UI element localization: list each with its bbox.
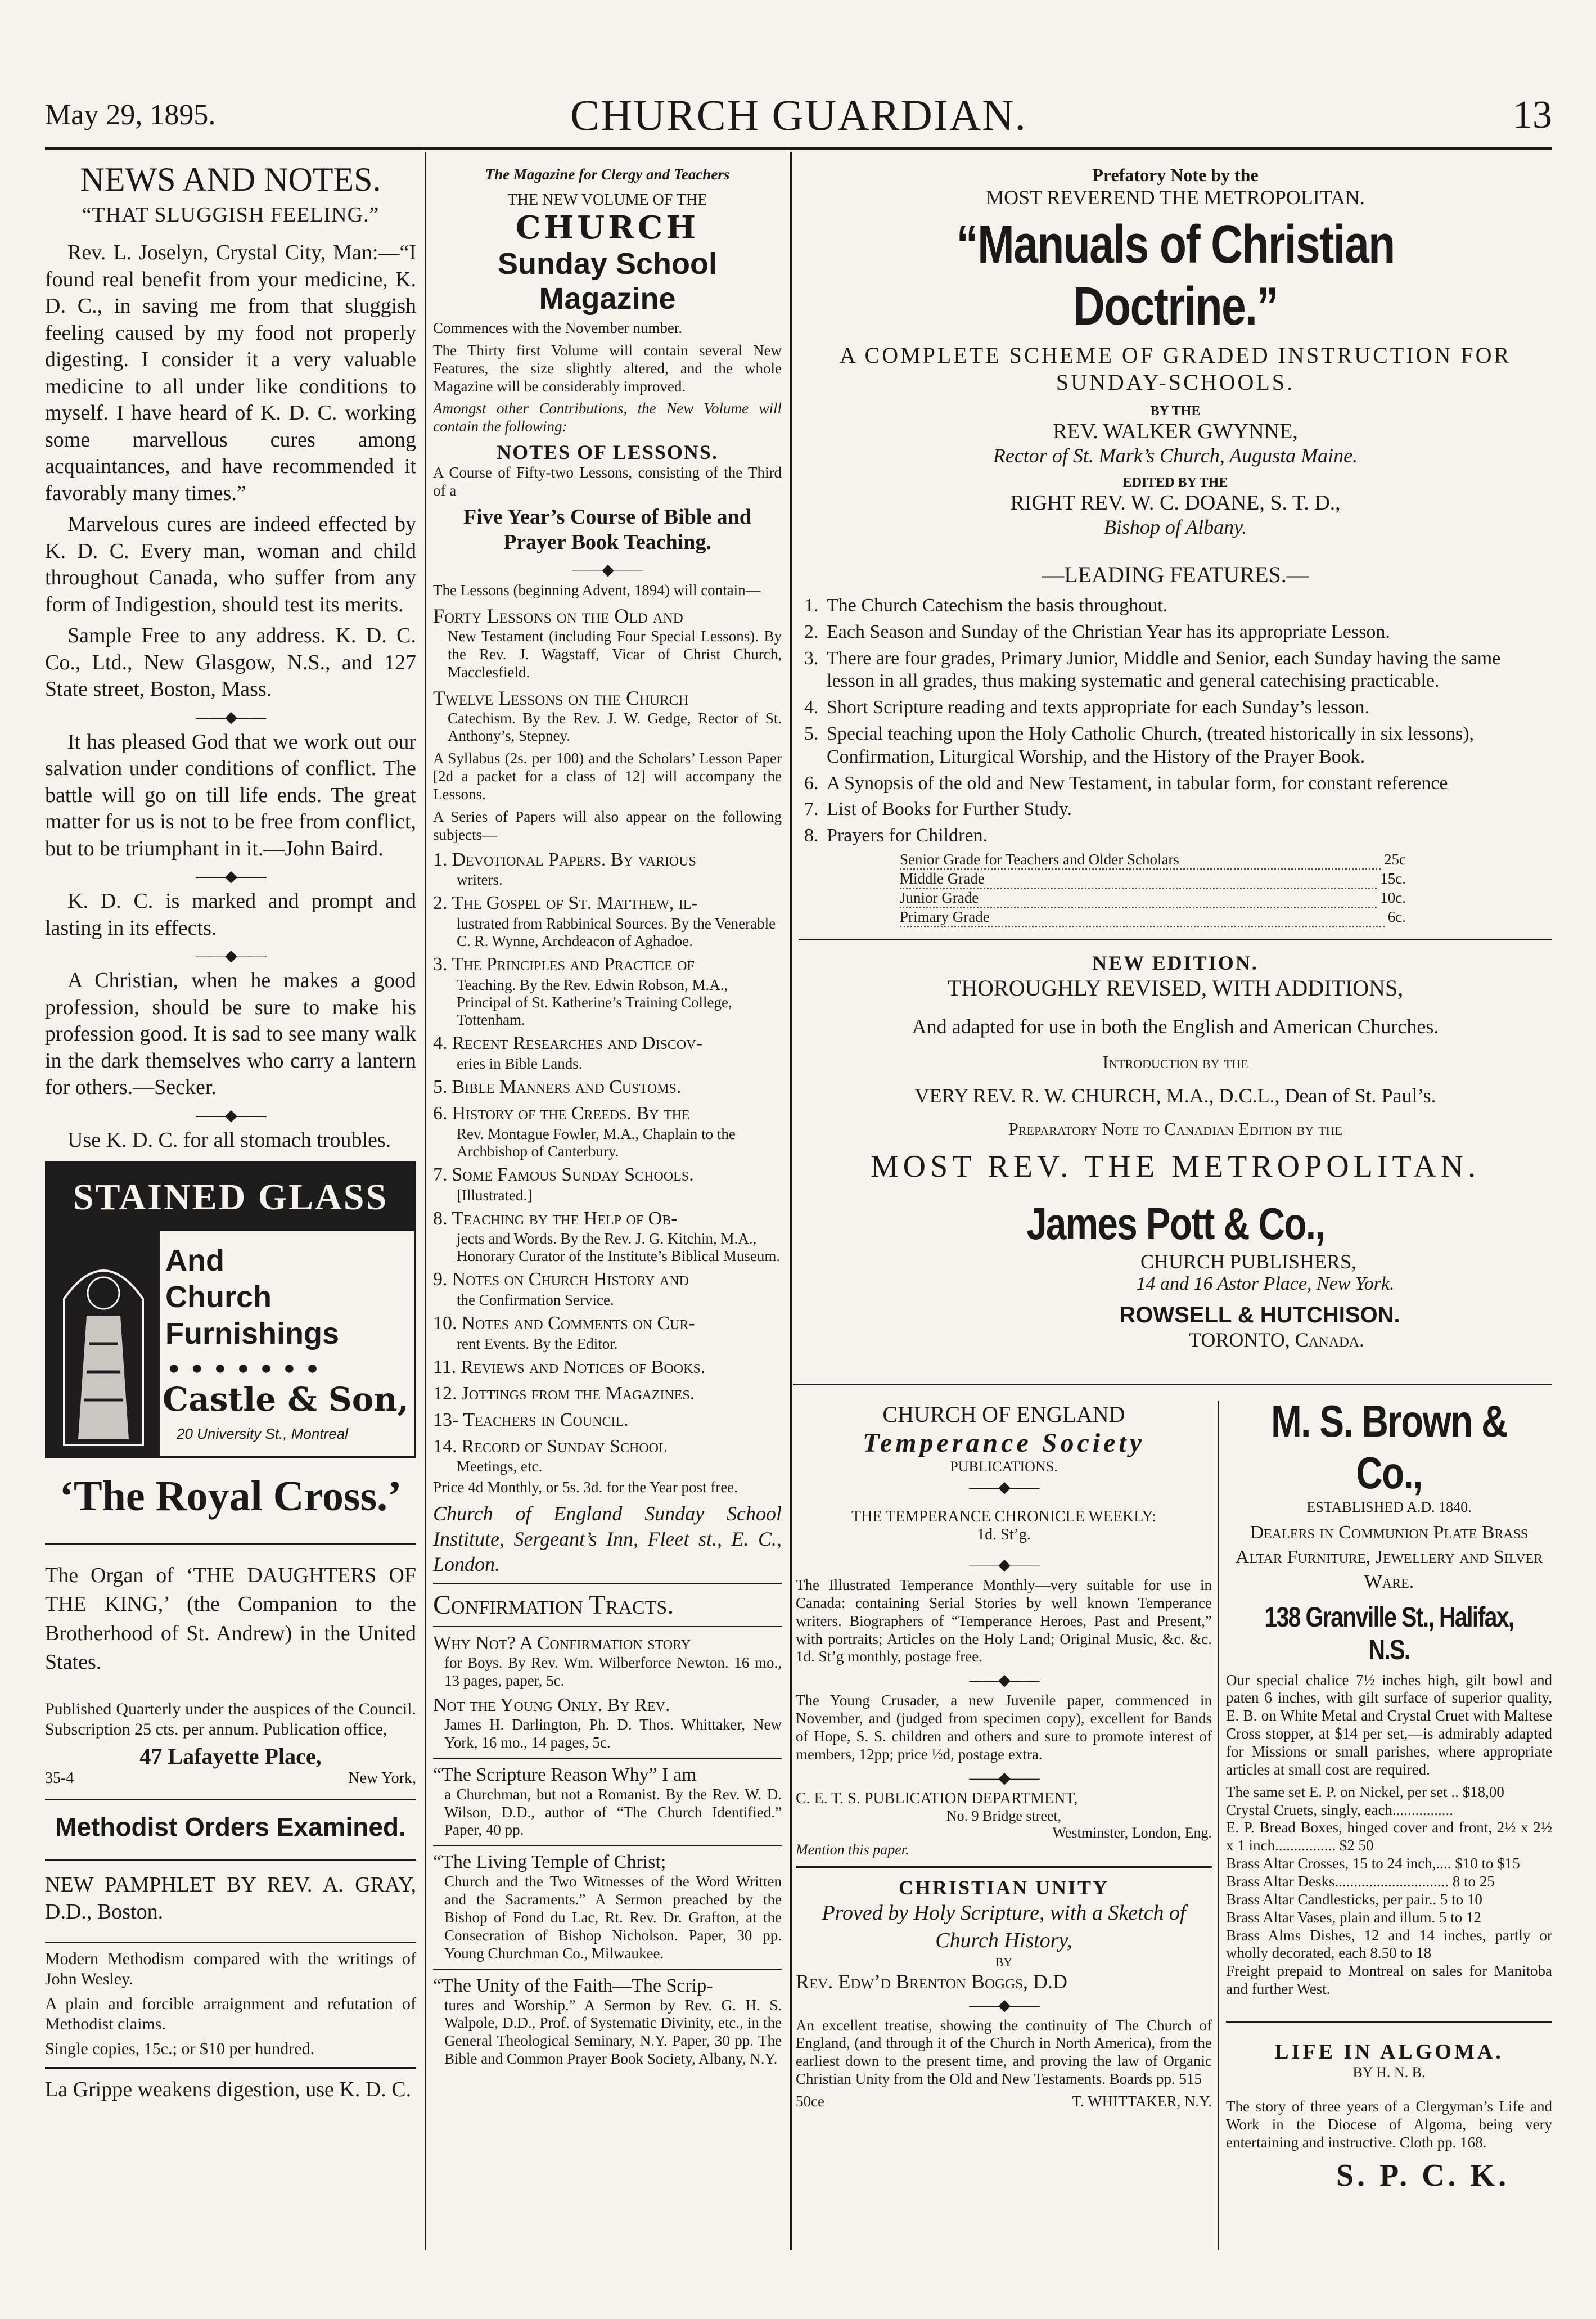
article-paragraph: A Christian, when he makes a good profession, should be sure to make his profession good. It is sad to see many walk in the dark themselves who carry a lantern for others.—Secker. [45, 969, 416, 1099]
series-item [433, 892, 782, 950]
column-ms-brown [1226, 1392, 1552, 2247]
series-item-title: Recent Researches and Discov- [452, 1033, 702, 1054]
royal-cross-title: ‘The Royal Cross.’ [59, 1473, 402, 1520]
column-divider [425, 152, 426, 2250]
series-item-detail: rent Events. By the Editor. [457, 1335, 618, 1353]
feature-item [804, 696, 1547, 719]
feature-text: List of Books for Further Study. [827, 799, 1072, 820]
royal-cross-text: The Organ of ‘THE DAUGHTERS OF THE KING,’ (the Companion to the Brotherhood of St. Andrew) in the United States. [45, 1564, 416, 1674]
divider [1226, 2021, 1552, 2023]
publisher-line: Church of England Sunday School Institute, Sergeant’s Inn, Fleet st., E. C., London. [433, 1502, 782, 1576]
feature-number: 5. [804, 723, 819, 744]
manuals-advertisement [799, 155, 1552, 1381]
series-item-number: 1. [433, 849, 448, 870]
series-item-number: 13- [433, 1409, 459, 1430]
ad-castle-son: Castle & Son, [163, 1380, 409, 1419]
section-title: NEWS AND NOTES. [80, 161, 381, 198]
article-paragraph: K. D. C. is marked and prompt and lasting in its effects. [45, 889, 416, 940]
lesson-title: Twelve Lessons on the Church [433, 686, 689, 709]
ornament-divider: ——◆—— [196, 868, 265, 885]
monthly-description: The Illustrated Temperance Monthly—very suitable for use in Canada: containing Serial Stories by well known Temperance writers. Biographers of “Temperance Heroes, Past and Present,” with portraits; Articles on the Holy Land; Original Music, &c. &c. 1d. St’g monthly, postage free. [796, 1577, 1212, 1665]
feature-number: 1. [804, 595, 819, 616]
ad-furnishings: Furnishings [165, 1316, 339, 1350]
pamphlet-heading: NEW PAMPHLET BY REV. A. GRAY, D.D., Boston. [45, 1873, 416, 1924]
magazine-text: A Syllabus (2s. per 100) and the Scholars’ Lesson Paper [2d a packet for a class of 12] will accompany the Lessons. [433, 750, 782, 803]
divider [433, 1583, 782, 1584]
divider [45, 1942, 416, 1943]
leading-features-title: —LEADING FEATURES.— [1042, 562, 1309, 587]
magazine-title: Sunday School Magazine [497, 247, 718, 316]
ad-and: And [165, 1244, 224, 1277]
grade-price: 6c. [1387, 908, 1406, 926]
series-item-detail: [Illustrated.] [457, 1186, 533, 1204]
series-item-detail: Rev. Montague Fowler, M.A., Chaplain to the Archbishop of Canterbury. [457, 1125, 736, 1160]
magazine-text: Amongst other Contributions, the New Volume will contain the following: [433, 400, 782, 435]
ornament-divider: ——◆—— [572, 561, 642, 579]
series-item [433, 1435, 782, 1476]
feature-item [804, 723, 1547, 769]
royal-cross-address: 47 Lafayette Place, [139, 1744, 322, 1769]
rowsell-hutchison: ROWSELL & HUTCHISON. [1119, 1303, 1400, 1328]
five-year-course: Five Year’s Course of Bible and Prayer Book Teaching. [463, 505, 751, 555]
chronicle-line: THE TEMPERANCE CHRONICLE WEEKLY: 1d. St’g. [851, 1508, 1156, 1543]
price-row [796, 2093, 1212, 2110]
edited-by: EDITED BY THE [1122, 475, 1228, 490]
price-line: Brass Altar Vases, plain and illum. 5 to 12 [1226, 1908, 1481, 1926]
royal-cross-city-row [45, 1769, 416, 1787]
freight-note: Freight prepaid to Montreal on sales for Manitoba and further West. [1226, 1962, 1552, 1998]
stained-glass-banner: STAINED GLASS [47, 1164, 414, 1231]
treatise-description: An excellent treatise, showing the continuity of The Church of England, (and through it of the Church in North America), from the earliest down to the present time, and proving the law of Organic Christian Unity from the Old and New Testaments. Boards pp. 515 [796, 2016, 1212, 2088]
price-line: Crystal Cruets, singly, each................ [1226, 1801, 1453, 1818]
grade-price-row [900, 870, 1406, 889]
ornament-divider: ——◆—— [196, 708, 265, 726]
series-item-title: Devotional Papers. By various [452, 849, 696, 870]
feature-number: 3. [804, 647, 819, 669]
prefatory-note: Prefatory Note by the [1092, 165, 1259, 185]
feature-number: 6. [804, 772, 819, 794]
series-list [433, 849, 782, 1476]
series-item-title: Teaching by the Help of Ob- [452, 1208, 678, 1229]
magazine-tagline: The Magazine for Clergy and Teachers [485, 166, 730, 183]
algoma-author: BY H. N. B. [1352, 2064, 1426, 2081]
series-item [433, 1076, 782, 1099]
ad-church: Church [165, 1280, 272, 1314]
series-item-number: 11. [433, 1357, 457, 1378]
magazine-text: The Lessons (beginning Advent, 1894) will contain— [433, 582, 761, 599]
most-reverend: MOST REVEREND THE METROPOLITAN. [986, 186, 1365, 209]
feature-text: There are four grades, Primary Junior, Middle and Senior, each Sunday having the same lesson in all grades, thus making systematic and general catechising practicable. [827, 647, 1501, 692]
lesson-body: Catechism. By the Rev. J. W. Gedge, Rector of St. Anthony’s, Stepney. [448, 709, 782, 745]
grade-name: Primary Grade [900, 908, 1385, 927]
series-item-detail: the Confirmation Service. [457, 1291, 614, 1309]
grade-name: Middle Grade [900, 870, 1377, 889]
feature-number: 7. [804, 799, 819, 820]
very-rev-line: VERY REV. R. W. CHURCH, M.A., D.C.L., Dean of St. Paul’s. [914, 1084, 1436, 1107]
divider [799, 939, 1552, 940]
ornament-divider: ——◆—— [969, 1672, 1039, 1690]
stained-glass-ad [45, 1161, 416, 1458]
divider [45, 1543, 416, 1545]
church-publishers: CHURCH PUBLISHERS, [1140, 1250, 1357, 1273]
series-item-title: Jottings from the Magazines. [461, 1383, 695, 1404]
cets-dept: C. E. T. S. PUBLICATION DEPARTMENT, [796, 1789, 1078, 1807]
feature-text: Each Season and Sunday of the Christian Year has its appropriate Lesson. [827, 621, 1390, 642]
chalice-description: Our special chalice 7½ inches high, gilt bowl and paten 6 inches, with gilt surface of superior quality, E. B. on White Metal and Crystal Cruet with Maltese Cross stopper, at $14 per set,—is admirably adapted for Missions or small parishes, where appropriate articles at small cost are required. [1226, 1671, 1552, 1778]
series-item [433, 1409, 782, 1432]
ad-dots: ● ● ● ● ● ● ● [168, 1358, 322, 1379]
feature-item [804, 798, 1547, 821]
city: New York, [348, 1769, 416, 1787]
introduction-by: Introduction by the [1102, 1052, 1248, 1073]
price-line: Brass Alms Dishes, 12 and 14 inches, partly or wholly decorated, each 8.50 to 18 [1226, 1926, 1552, 1962]
crusader-description: The Young Crusader, a new Juvenile paper, commenced in November, and (judged from specimen copy), excellent for Bands of Hope, S. S. children and others and sure to promote interest of members, 12pp; price ½d, postage extra. [796, 1692, 1212, 1763]
bridge-street: No. 9 Bridge street, [946, 1807, 1062, 1824]
feature-text: The Church Catechism the basis throughout. [827, 595, 1168, 616]
divider [45, 1859, 416, 1861]
ornament-divider: ——◆—— [969, 1769, 1039, 1787]
feature-item [804, 595, 1547, 618]
feature-item [804, 647, 1547, 694]
new-edition: NEW EDITION. [1092, 952, 1259, 975]
coe-heading: CHURCH OF ENGLAND [882, 1402, 1125, 1427]
tract-body: tures and Worship.” A Sermon by Rev. G. H. S. Walpole, D.D., Prof. of Systematic Divinity, etc., in the General Theological Seminary, N.Y. Paper, 30 pp. The Bible and Common Prayer Book Society, Albany, N.Y. [444, 1996, 782, 2068]
christian-unity-title: CHRISTIAN UNITY [898, 1876, 1110, 1899]
tract-title: “The Living Temple of Christ; [433, 1852, 666, 1873]
lesson-body: New Testament (including Four Special Lessons). By the Rev. J. Wagstaff, Vicar of Christ Church, Macclesfield. [448, 627, 782, 681]
column-news-and-notes [45, 155, 416, 2247]
divider [433, 1758, 782, 1759]
grade-price: 25c [1384, 850, 1406, 868]
series-item-detail: writers. [457, 871, 503, 889]
divider [796, 1866, 1212, 1868]
grade-name: Senior Grade for Teachers and Older Scholars [900, 851, 1381, 870]
grade-name: Junior Grade [900, 889, 1377, 908]
tract-body: James H. Darlington, Ph. D. Thos. Whittaker, New York, 16 mo., 14 pages, 5c. [444, 1715, 782, 1751]
series-item-detail: Teaching. By the Rev. Edwin Robson, M.A., Principal of St. Katherine’s Training College, Tottenham. [457, 976, 732, 1029]
series-item-number: 2. [433, 893, 448, 914]
by-the: BY THE [1150, 404, 1201, 418]
divider [433, 1969, 782, 1970]
brown-title: M. S. Brown & Co., [1271, 1396, 1507, 1498]
series-item-number: 4. [433, 1033, 448, 1054]
saint-figure-image [47, 1231, 160, 1456]
series-item-number: 3. [433, 954, 448, 975]
series-item-number: 8. [433, 1208, 448, 1229]
series-item-title: Record of Sunday School [461, 1435, 667, 1457]
methodist-text: A plain and forcible arraignment and refutation of Methodist claims. [45, 1994, 416, 2034]
divider [433, 1845, 782, 1846]
magazine-text: A Series of Papers will also appear on the following subjects— [433, 808, 782, 843]
magazine-text: A Course of Fifty-two Lessons, consisting of the Third of a [433, 464, 782, 499]
divider [433, 1626, 782, 1627]
boggs-author: Rev. Edw’d Brenton Boggs, D.D [796, 1970, 1068, 1993]
manuals-title: “Manuals of Christian Doctrine.” [956, 214, 1395, 336]
article-paragraph: It has pleased God that we work out our salvation under conditions of conflict. The battle will go on till life ends. The great matter for us is not to be free from conflict, but to be triumphant in it.—John Baird. [45, 730, 416, 861]
feature-number: 8. [804, 825, 819, 846]
price-line: Brass Altar Candlesticks, per pair.. 5 to 10 [1226, 1890, 1482, 1908]
ornament-divider: ——◆—— [196, 1106, 265, 1124]
series-item [433, 849, 782, 889]
divider [45, 1799, 416, 1800]
series-item-detail: lustrated from Rabbinical Sources. By the Venerable C. R. Wynne, Archdeacon of Aghadoe. [457, 915, 776, 950]
window-figure-icon [47, 1231, 160, 1453]
preparatory-note: Preparatory Note to Canadian Edition by the [1008, 1119, 1342, 1140]
ad-text [165, 1242, 339, 1352]
dealers-line: Dealers in Communion Plate Brass Altar Furniture, Jewellery and Silver Ware. [1235, 1522, 1543, 1593]
column-divider [790, 152, 792, 2250]
series-item [433, 1208, 782, 1266]
grade-price-row [900, 889, 1406, 908]
column-temperance-society [796, 1392, 1212, 2247]
grade-price-row [900, 908, 1406, 927]
feature-number: 2. [804, 621, 819, 642]
masthead: CHURCH GUARDIAN. [570, 91, 1027, 139]
price: 50ce [796, 2092, 824, 2110]
series-item-number: 7. [433, 1164, 448, 1185]
methodist-price: Single copies, 15c.; or $10 per hundred. [45, 2039, 315, 2059]
spck-logo: S. P. C. K. [1336, 2158, 1510, 2193]
author-name: REV. WALKER GWYNNE, [1053, 420, 1298, 443]
tract-title: Not the Young Only. By Rev. [433, 1694, 670, 1715]
magazine-text: The Thirty first Volume will contain several New Features, the size slightly altered, and the whole Magazine will be considerably improved. [433, 341, 782, 395]
article-paragraph: Sample Free to any address. K. D. C. Co., Ltd., New Glasgow, N.S., and 127 State street, Boston, Mass. [45, 624, 416, 701]
adapted-line: And adapted for use in both the English and American Churches. [912, 1015, 1439, 1038]
series-item [433, 1164, 782, 1204]
proved-line: Proved by Holy Scripture, with a Sketch of Church History, [822, 1901, 1186, 1953]
grade-price: 15c. [1380, 870, 1406, 888]
tract-body: a Churchman, but not a Romanist. By the Rev. W. D. Wilson, D.D., author of “The Church Identified.” Paper, 40 pp. [444, 1785, 782, 1839]
feature-number: 4. [804, 697, 819, 718]
tract-title: “The Unity of the Faith—The Scrip- [433, 1975, 713, 1996]
series-item-detail: Meetings, etc. [457, 1458, 543, 1475]
algoma-title: LIFE IN ALGOMA. [1274, 2040, 1504, 2064]
ad-code: 35-4 [45, 1769, 74, 1787]
royal-cross-pub: Published Quarterly under the auspices of the Council. Subscription 25 cts. per annum. Publication office, [45, 1700, 416, 1739]
publisher-address: 14 and 16 Astor Place, New York. [1136, 1273, 1395, 1295]
editor-name: RIGHT REV. W. C. DOANE, S. T. D., [1010, 491, 1341, 515]
price-line: The same set E. P. on Nickel, per set .. $18,00 [1226, 1783, 1504, 1800]
church-heading: CHURCH [515, 209, 700, 246]
feature-text: Prayers for Children. [827, 825, 988, 846]
grade-price-row [900, 851, 1406, 870]
article-paragraph: Marvelous cures are indeed effected by K. D. C. Every man, woman and child throughout Canada, who suffer from any form of Indigestion, should test its merits. [45, 512, 416, 616]
page-number: 13 [1513, 93, 1552, 137]
series-item [433, 1032, 782, 1073]
magazine-text: Commences with the November number. [433, 319, 683, 336]
editor-title: Bishop of Albany. [1103, 516, 1247, 538]
divider [45, 2067, 416, 2069]
series-item-number: 9. [433, 1269, 448, 1290]
header-rule [45, 147, 1552, 150]
by-label: BY [995, 1955, 1013, 1969]
series-item-title: The Principles and Practice of [452, 954, 695, 975]
methodist-title: Methodist Orders Examined. [55, 1812, 406, 1842]
series-item-number: 10. [433, 1313, 457, 1334]
issue-date: May 29, 1895. [45, 99, 216, 131]
feature-text: A Synopsis of the old and New Testament, in tabular form, for constant reference [827, 772, 1448, 794]
series-item-title: Bible Manners and Customs. [452, 1077, 682, 1098]
ornament-divider: ——◆—— [969, 1556, 1039, 1574]
algoma-description: The story of three years of a Clergyman’s Life and Work in the Diocese of Algoma, being very entertaining and instructive. Cloth pp. 168. [1226, 2098, 1552, 2151]
tract-body: for Boys. By Rev. Wm. Wilberforce Newton. 16 mo., 13 pages, paper, 5c. [444, 1654, 782, 1690]
series-item-number: 5. [433, 1077, 448, 1098]
series-item-title: Reviews and Notices of Books. [461, 1357, 706, 1378]
column-divider [1218, 1401, 1219, 2250]
new-volume: THE NEW VOLUME OF THE [507, 191, 707, 209]
notes-title: NOTES OF LESSONS. [497, 441, 718, 464]
feature-text: Short Scripture reading and texts appropriate for each Sunday’s lesson. [827, 697, 1369, 718]
author-title: Rector of St. Mark’s Church, Augusta Maine. [993, 444, 1358, 467]
lesson-title: Forty Lessons on the Old and [433, 604, 683, 627]
price-line: Brass Altar Crosses, 15 to 24 inch,.... $10 to $15 [1226, 1855, 1520, 1872]
series-item-number: 12. [433, 1383, 457, 1404]
grade-price-list [799, 851, 1406, 927]
complete-scheme: A COMPLETE SCHEME OF GRADED INSTRUCTION FOR SUNDAY-SCHOOLS. [839, 343, 1512, 395]
article-heading: “THAT SLUGGISH FEELING.” [82, 203, 380, 227]
feature-item [804, 621, 1547, 644]
methodist-text: Modern Methodism compared with the writings of John Wesley. [45, 1949, 416, 1989]
series-item [433, 1102, 782, 1160]
tract-body: Church and the Two Witnesses of the Word Written and the Sacraments.” A Sermon preached by the Bishop of Fond du Lac, Rt. Rev. Dr. Grafton, at the Consecration of Bishop Nicholson. Paper, 30 pp. Young Churchman Co., Milwaukee. [444, 1873, 782, 1962]
revised-line: THOROUGHLY REVISED, WITH ADDITIONS, [947, 975, 1404, 1001]
feature-text: Special teaching upon the Holy Catholic Church, (treated historically in six lessons), Confirmation, Liturgical Worship, and the History of the Prayer Book. [827, 723, 1475, 767]
series-item [433, 1383, 782, 1406]
price-line: Price 4d Monthly, or 5s. 3d. for the Year post free. [433, 1479, 738, 1496]
features-list [799, 595, 1552, 848]
series-item-detail: eries in Bible Lands. [457, 1055, 583, 1072]
tract-title: “The Scripture Reason Why” I am [433, 1764, 697, 1785]
temperance-heading: Temperance Society [862, 1428, 1146, 1458]
grippe-note: La Grippe weakens digestion, use K. D. C. [45, 2078, 412, 2102]
series-item-title: Teachers in Council. [463, 1409, 629, 1430]
series-item-title: History of the Creeds. By the [452, 1102, 690, 1124]
series-item [433, 953, 782, 1029]
series-item-title: Notes and Comments on Cur- [461, 1313, 695, 1334]
series-item-detail: jects and Words. By the Rev. J. G. Kitchin, M.A., Honorary Curator of the Institute’s Biblical Museum. [457, 1230, 781, 1265]
page-header [45, 90, 1552, 143]
section-rule [793, 1384, 1552, 1385]
feature-item [804, 825, 1547, 848]
series-item-number: 6. [433, 1102, 448, 1124]
ad-address: 20 University St., Montreal [177, 1425, 348, 1442]
westminster: Westminster, London, Eng. [1052, 1824, 1212, 1841]
series-item [433, 1312, 782, 1353]
series-item-title: Some Famous Sunday Schools. [452, 1164, 694, 1185]
series-item [433, 1268, 782, 1309]
established: ESTABLISHED A.D. 1840. [1306, 1499, 1472, 1515]
toronto-line: TORONTO, Canada. [1189, 1329, 1364, 1352]
series-item-title: The Gospel of St. Matthew, il- [452, 893, 698, 914]
testimonial-paragraph: Rev. L. Joselyn, Crystal City, Man:—“I found real benefit from your medicine, K. D. C., in saving me from that sluggish feeling caused by my food not properly digesting. I consider it a very valuable medicine to all under like conditions to myself. I have heard of K. D. C. working some marvellous cures among acquaintances, and have recommended it favorably many times.” [45, 241, 416, 505]
grade-price: 10c. [1380, 889, 1406, 907]
feature-item [804, 772, 1547, 795]
publications-label: PUBLICATIONS. [950, 1458, 1058, 1475]
confirmation-title: Confirmation Tracts. [433, 1590, 674, 1620]
ornament-divider: ——◆—— [969, 1996, 1039, 2014]
granville-address: 138 Granville St., Halifax, N.S. [1264, 1601, 1514, 1665]
mention-paper: Mention this paper. [796, 1841, 909, 1858]
price-line: E. P. Bread Boxes, hinged cover and front, 2½ x 2½ x 1 inch................ $2 50 [1226, 1819, 1552, 1854]
metropolitan-line: MOST REV. THE METROPOLITAN. [870, 1149, 1481, 1185]
series-item [433, 1356, 782, 1379]
ornament-divider: ——◆—— [969, 1479, 1039, 1496]
price-line: Brass Altar Desks.............................. 8 to 25 [1226, 1873, 1495, 1890]
series-item-number: 14. [433, 1435, 457, 1457]
whittaker: T. WHITTAKER, N.Y. [1072, 2092, 1212, 2110]
publisher-name: James Pott & Co., [1026, 1199, 1324, 1249]
column-sunday-school-magazine [433, 155, 782, 2247]
series-item-title: Notes on Church History and [452, 1269, 689, 1290]
tract-title: Why Not? A Confirmation story [433, 1633, 691, 1654]
ornament-divider: ——◆—— [196, 947, 265, 965]
article-paragraph: Use K. D. C. for all stomach troubles. [67, 1128, 391, 1152]
